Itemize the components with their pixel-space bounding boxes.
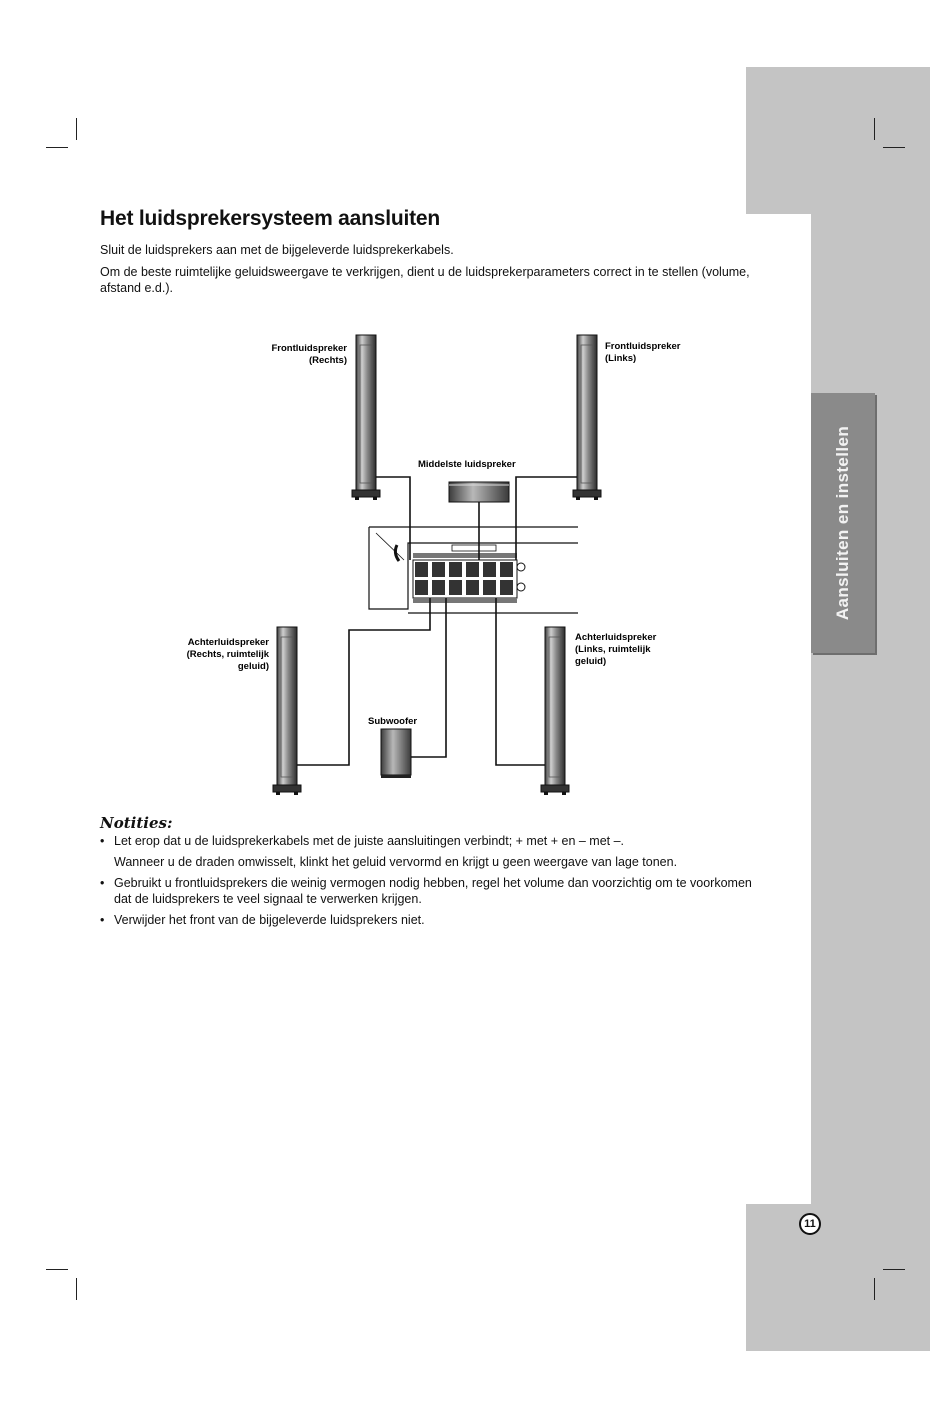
note-item (100, 875, 760, 907)
label-rear-right (187, 637, 270, 672)
page-title: Het luidsprekersysteem aansluiten (100, 207, 441, 230)
svg-text:Frontluidspreker: Frontluidspreker (271, 343, 347, 354)
section-tab-label: Aansluiten en instellen (833, 425, 852, 621)
rear-right-speaker (273, 627, 301, 795)
label-center: Middelste luidspreker (418, 459, 516, 470)
front-left-speaker (573, 335, 601, 500)
front-right-speaker (352, 335, 380, 500)
svg-text:(Rechts): (Rechts) (308, 355, 347, 366)
note-item (100, 833, 760, 870)
bullet: • (100, 834, 105, 848)
speaker-cables (297, 477, 577, 765)
note-text: Let erop dat u de luidsprekerkabels met de juiste aansluitingen verbindt; + met + en – met –. (114, 834, 625, 848)
label-front-left (605, 341, 681, 364)
label-subwoofer: Subwoofer (368, 716, 418, 727)
bullet: • (100, 876, 105, 890)
note-text: Gebruikt u frontluidsprekers die weinig vermogen nodig hebben, regel het volume dan voorzichtig om te voorkomen dat de luidsprekers te veel signaal te verwerken krijgen. (114, 876, 752, 906)
intro-paragraph-2: Om de beste ruimtelijke geluidsweergave te verkrijgen, dient u de luidsprekerparameters correct in te stellen (volume, afstand e.d.). (100, 265, 750, 295)
svg-text:(Links): (Links) (605, 353, 637, 364)
center-speaker (449, 482, 509, 502)
rear-left-speaker (541, 627, 569, 795)
notes-list (100, 833, 760, 933)
label-front-right (272, 343, 348, 366)
subwoofer (381, 729, 411, 778)
speaker-terminals (413, 560, 517, 603)
svg-text:(Rechts, ruimtelijk: (Rechts, ruimtelijk (186, 649, 269, 660)
svg-text:geluid): geluid) (575, 656, 607, 667)
note-text: Verwijder het front van de bijgeleverde luidsprekers niet. (114, 913, 425, 927)
label-rear-left (575, 632, 657, 667)
svg-text:Achterluidspreker: Achterluidspreker (187, 637, 269, 648)
svg-text:(Links, ruimtelijk: (Links, ruimtelijk (575, 644, 651, 655)
intro-paragraph-1: Sluit de luidsprekers aan met de bijgeleverde luidsprekerkabels. (100, 243, 454, 257)
page-number: 11 (799, 1213, 821, 1235)
svg-text:geluid): geluid) (237, 661, 269, 672)
note-item (100, 912, 760, 928)
svg-text:Achterluidspreker: Achterluidspreker (575, 632, 657, 643)
bullet: • (100, 913, 105, 927)
note-subtext: Wanneer u de draden omwisselt, klinkt het geluid vervormd en krijgt u geen weergave van lage tonen. (114, 855, 678, 869)
svg-text:Frontluidspreker: Frontluidspreker (605, 341, 681, 352)
notes-title: Notities: (100, 814, 173, 832)
receiver-rear-panel (369, 527, 578, 613)
